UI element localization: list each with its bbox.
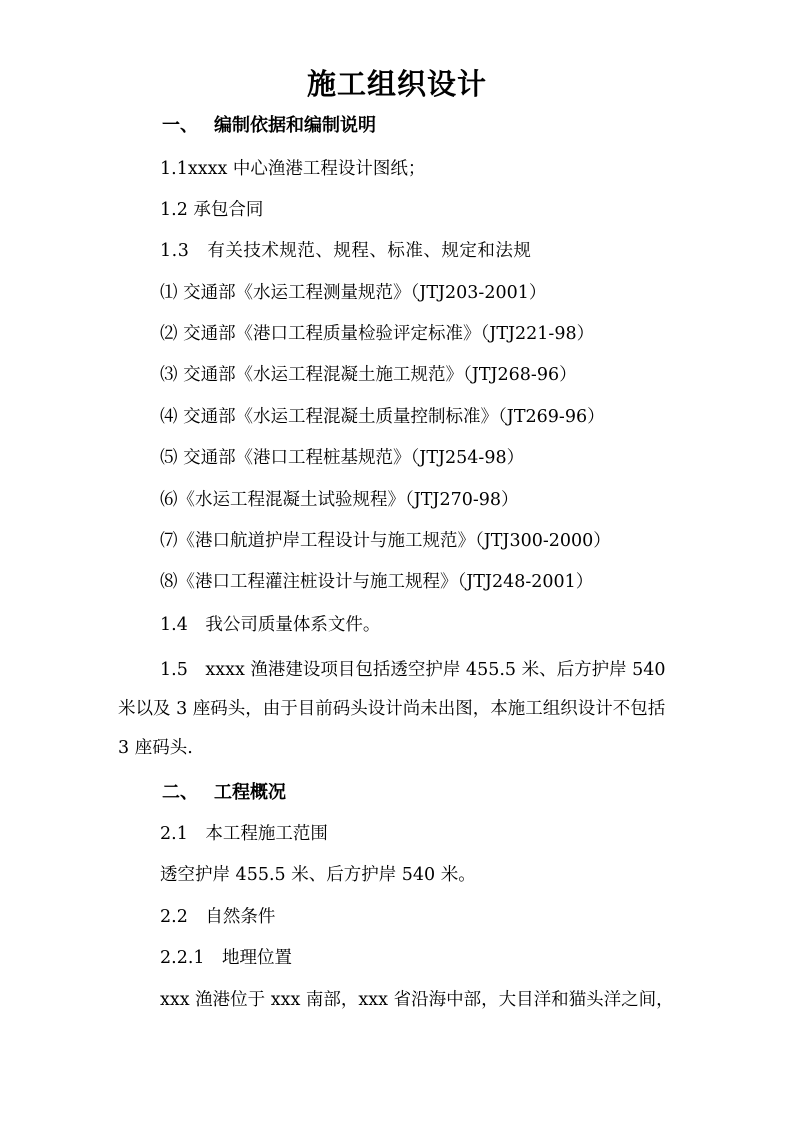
reference-item: ⑸ 交通部《港口工程桩基规范》（JTJ254-98） bbox=[160, 448, 525, 468]
section-heading-2 bbox=[162, 781, 286, 805]
section-title: 编制依据和编制说明 bbox=[214, 115, 376, 136]
reference-item: ⑺《港口航道护岸工程设计与施工规范》（JTJ300-2000） bbox=[160, 531, 611, 551]
section-number: 一、 bbox=[162, 115, 198, 136]
item-1-4: 1.4 我公司质量体系文件。 bbox=[160, 615, 381, 635]
item-1-5-paragraph: 1.5 xxxx 渔港建设项目包括透空护岸 455.5 米、后方护岸 540 米以及 3 座码头，由于目前码头设计尚未出图，本施工组织设计不包括 3 座码头. bbox=[118, 660, 666, 758]
item-2-2-1: 2.2.1 地理位置 bbox=[160, 948, 293, 968]
reference-item: ⑹《水运工程混凝土试验规程》（JTJ270-98） bbox=[160, 490, 519, 510]
item-1-1: 1.1xxxx 中心渔港工程设计图纸； bbox=[160, 159, 426, 179]
reference-item: ⑻《港口工程灌注桩设计与施工规程》（JTJ248-2001） bbox=[160, 572, 594, 592]
reference-item: ⑴ 交通部《水运工程测量规范》（JTJ203-2001） bbox=[160, 283, 547, 303]
document-title: 施工组织设计 bbox=[306, 67, 487, 101]
item-2-2: 2.2 自然条件 bbox=[160, 907, 276, 927]
section-title: 工程概况 bbox=[214, 782, 286, 803]
section-number: 二、 bbox=[162, 782, 198, 803]
item-1-3: 1.3 有关技术规范、规程、标准、规定和法规 bbox=[160, 241, 532, 261]
item-2-2-1-text: xxx 渔港位于 xxx 南部，xxx 省沿海中部，大目洋和猫头洋之间， bbox=[160, 990, 674, 1010]
item-2-1: 2.1 本工程施工范围 bbox=[160, 824, 328, 844]
item-2-1-text: 透空护岸 455.5 米、后方护岸 540 米。 bbox=[160, 865, 476, 885]
reference-item: ⑶ 交通部《水运工程混凝土施工规范》（JTJ268-96） bbox=[160, 365, 577, 385]
item-1-2: 1.2 承包合同 bbox=[160, 200, 264, 220]
reference-item: ⑵ 交通部《港口工程质量检验评定标准》（JTJ221-98） bbox=[160, 324, 595, 344]
section-heading-1 bbox=[162, 114, 376, 138]
reference-item: ⑷ 交通部《水运工程混凝土质量控制标准》（JT269-96） bbox=[160, 407, 605, 427]
